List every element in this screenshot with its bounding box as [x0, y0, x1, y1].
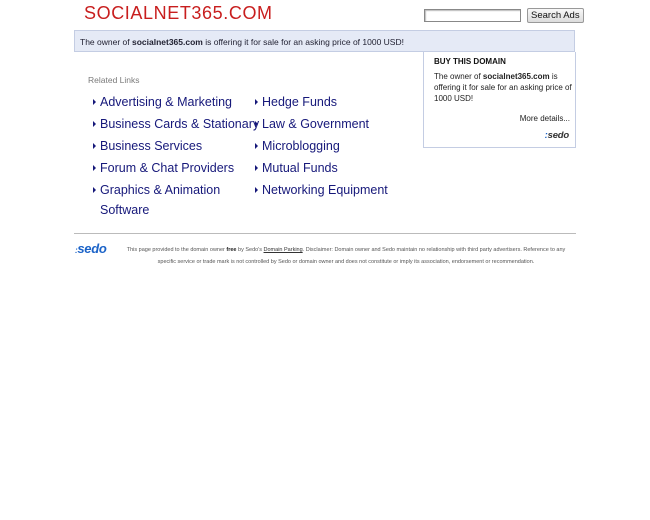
- link-label: Microblogging: [262, 139, 340, 153]
- sedo-logo-text: sedo: [547, 130, 569, 141]
- link-label: Hedge Funds: [262, 95, 338, 109]
- related-link-microblogging[interactable]: [255, 136, 340, 156]
- arrow-right-icon: [93, 121, 96, 127]
- arrow-right-icon: [255, 165, 258, 171]
- link-label: Networking Equipment: [262, 183, 388, 197]
- buy-domain-text: [434, 71, 572, 104]
- related-link-advertising[interactable]: [93, 92, 232, 112]
- arrow-right-icon: [255, 143, 258, 149]
- footer-text-a: This page provided to the domain owner: [126, 247, 227, 253]
- buy-domain-box: [423, 52, 576, 148]
- buy-text-prefix: The owner of: [434, 72, 483, 81]
- arrow-right-icon: [93, 165, 96, 171]
- sale-banner: [74, 30, 575, 52]
- footer-disclaimer: [117, 244, 575, 268]
- related-links-title: Related Links: [88, 75, 140, 85]
- link-label: Forum & Chat Providers: [100, 161, 235, 175]
- link-label: Business Services: [100, 139, 203, 153]
- link-label: Business Cards & Stationary: [100, 117, 260, 131]
- footer-divider: [74, 233, 576, 234]
- banner-suffix: is offering it for sale for an asking price of 1000 USD!: [202, 37, 404, 47]
- arrow-right-icon: [255, 99, 258, 105]
- domain-parking-link[interactable]: Domain Parking: [263, 247, 303, 253]
- search-form: [424, 8, 584, 23]
- buy-text-suffix: is offering it for sale for an asking price of 1000 USD!: [434, 72, 572, 103]
- arrow-right-icon: [255, 121, 258, 127]
- arrow-right-icon: [93, 99, 96, 105]
- buy-text-domain: socialnet365.com: [482, 72, 550, 81]
- link-label: Law & Government: [262, 117, 369, 131]
- related-link-business-services[interactable]: [93, 136, 202, 156]
- related-link-graphics[interactable]: [93, 180, 248, 220]
- link-label: Mutual Funds: [262, 161, 338, 175]
- related-link-forum-chat[interactable]: [93, 158, 234, 178]
- sedo-dots-icon: :: [544, 130, 548, 141]
- related-link-business-cards[interactable]: [93, 114, 259, 134]
- sedo-dots-icon: :: [75, 246, 78, 255]
- arrow-right-icon: [93, 187, 96, 193]
- more-details-link[interactable]: More details...: [519, 114, 570, 123]
- related-link-networking[interactable]: [255, 180, 388, 200]
- site-title[interactable]: SOCIALNET365.COM: [84, 3, 273, 23]
- sedo-logo-text: sedo: [77, 241, 107, 256]
- banner-domain: socialnet365.com: [131, 37, 203, 47]
- search-ads-button[interactable]: Search Ads: [527, 8, 584, 23]
- arrow-right-icon: [93, 143, 96, 149]
- related-link-mutual-funds[interactable]: [255, 158, 338, 178]
- sedo-logo-large[interactable]: [75, 241, 107, 256]
- footer-free: free: [226, 247, 237, 253]
- search-input[interactable]: [424, 9, 521, 22]
- footer-text-c: . Disclaimer: Domain owner and Sedo maintain no relationship with third party advertisers. Reference to any specific service or trade mark is not controlled by Sedo or domain owner and does not constitute or imply its association, endorsement or recommendation.: [157, 247, 566, 265]
- related-link-hedge-funds[interactable]: [255, 92, 337, 112]
- footer-text-b: by Sedo's: [236, 247, 264, 253]
- related-link-law-government[interactable]: [255, 114, 369, 134]
- sedo-logo-small[interactable]: [545, 130, 569, 141]
- banner-prefix: The owner of: [80, 37, 132, 47]
- link-label: Graphics & Animation Software: [100, 183, 221, 217]
- buy-domain-heading: BUY THIS DOMAIN: [434, 57, 506, 66]
- link-label: Advertising & Marketing: [100, 95, 233, 109]
- arrow-right-icon: [255, 187, 258, 193]
